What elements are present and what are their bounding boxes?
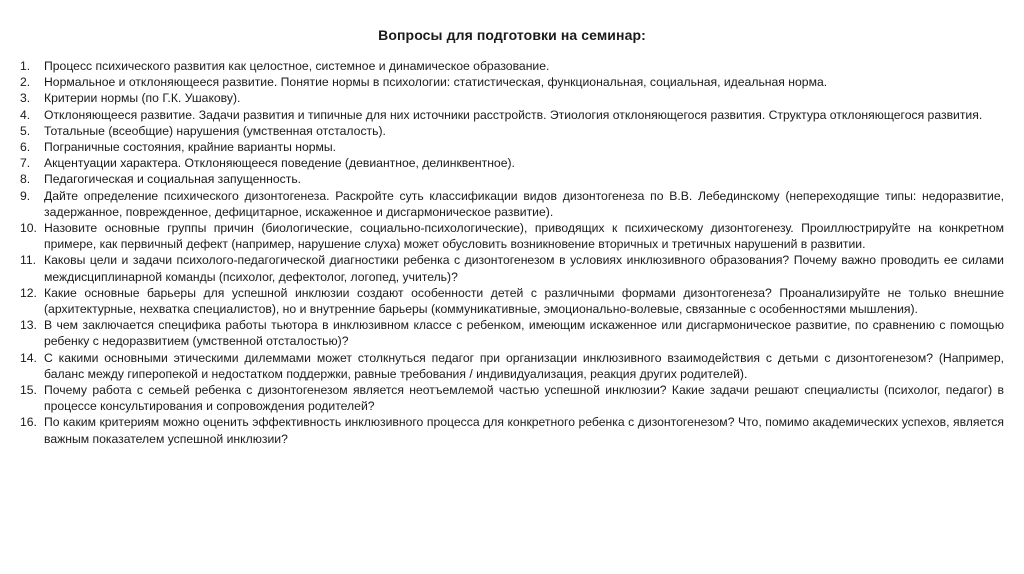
item-number: 11. (20, 253, 37, 268)
item-text: Процесс психического развития как целостное, системное и динамическое образование. (44, 59, 550, 73)
item-text: Нормальное и отклоняющееся развитие. Понятие нормы в психологии: статистическая, функциональная, социальная, идеальная норма. (44, 75, 828, 90)
list-item (20, 382, 1004, 414)
list-item (20, 171, 1004, 187)
item-number: 14. (20, 350, 37, 365)
item-text: Какие основные барьеры для успешной инклюзии создают особенности детей с различными формами дизонтогенеза? Проанализируйте не только внешние (архитектурные, нехватка специалистов), но и внутренние барьеры (коммуникативные, эмоционально-волевые, связанные с особенностями мышления). (44, 285, 1004, 317)
item-number: 12. (20, 285, 37, 300)
item-text: Педагогическая и социальная запущенность. (44, 172, 302, 187)
item-text: Назовите основные группы причин (биологические, социально-психологические), приводящих к психическому дизонтогенезу. Проиллюстрируйте на конкретном примере, как первичный дефект (например, нарушение слуха) может обусловить возникновение вторичных и третичных нарушений в развитии. (44, 221, 1004, 252)
page-title: Вопросы для подготовки на семинар: (378, 27, 646, 43)
list-item (20, 252, 1004, 284)
item-number: 6. (20, 140, 31, 155)
list-item (20, 317, 1004, 349)
item-number: 5. (20, 123, 31, 138)
item-text: Дайте определение психического дизонтогенеза. Раскройте суть классификации видов дизонтогенеза по В.В. Лебединскому (непереходящие типы: недоразвитие, задержанное, поврежденное, дефицитарное, искаженное и дисгармоническое развитие). (44, 188, 1004, 219)
item-text: Критерии нормы (по Г.К. Ушакову). (44, 91, 241, 106)
list-item (20, 90, 1004, 106)
list-item (20, 155, 1004, 171)
item-number: 16. (20, 415, 37, 430)
item-number: 4. (20, 107, 31, 122)
questions-list (20, 58, 1004, 447)
item-number: 8. (20, 172, 31, 187)
list-item (20, 414, 1004, 446)
list-item (20, 139, 1004, 155)
list-item (20, 220, 1004, 252)
item-number: 2. (20, 75, 31, 90)
item-text: Тотальные (всеобщие) нарушения (умственная отсталость). (44, 123, 386, 138)
item-text: Акцентуации характера. Отклоняющееся поведение (девиантное, делинквентное). (44, 156, 515, 171)
list-item (20, 107, 1004, 123)
item-text: Каковы цели и задачи психолого-педагогической диагностики ребенка с дизонтогенезом в условиях инклюзивного образования? Почему важно проводить ее силами междисциплинарной команды (психолог, дефектолог, логопед, учитель)? (44, 253, 1004, 284)
list-item (20, 350, 1004, 382)
item-text: Почему работа с семьей ребенка с дизонтогенезом является неотъемлемой частью успешной инклюзии? Какие задачи решают специалисты (психолог, педагог) в процессе консультирования и сопровождения родителей? (44, 383, 1004, 414)
item-text: Отклоняющееся развитие. Задачи развития и типичные для них источники расстройств. Этиология отклоняющегося развития. Структура отклоняющегося развития. (44, 107, 983, 122)
item-text: Пограничные состояния, крайние варианты нормы. (44, 140, 337, 155)
item-number: 15. (20, 383, 37, 398)
item-number: 3. (20, 91, 31, 106)
item-text: По каким критериям можно оценить эффективность инклюзивного процесса для конкретного ребенка с дизонтогенезом? Что, помимо академических успехов, является важным показателем успешной инклюзии? (44, 415, 1004, 446)
item-number: 10. (20, 221, 37, 236)
item-number: 13. (20, 318, 37, 333)
list-item (20, 285, 1004, 317)
list-item (20, 188, 1004, 220)
list-item (20, 123, 1004, 139)
list-item (20, 74, 1004, 90)
item-text: В чем заключается специфика работы тьютора в инклюзивном классе с ребенком, имеющим искаженное или дисгармоническое развитие, по сравнению с помощью ребенку с недоразвитием (умственной отсталостью)? (44, 318, 1004, 349)
item-number: 1. (20, 59, 31, 73)
item-number: 7. (20, 156, 31, 171)
list-item (20, 58, 1004, 74)
item-text: С какими основными этическими дилеммами может столкнуться педагог при организации инклюзивного взаимодействия с детьми с дизонтогенезом? (Например, баланс между гиперопекой и недостатком поддержки, равные требования / индивидуализация, реакция других родителей). (44, 350, 1004, 381)
item-number: 9. (20, 188, 31, 203)
